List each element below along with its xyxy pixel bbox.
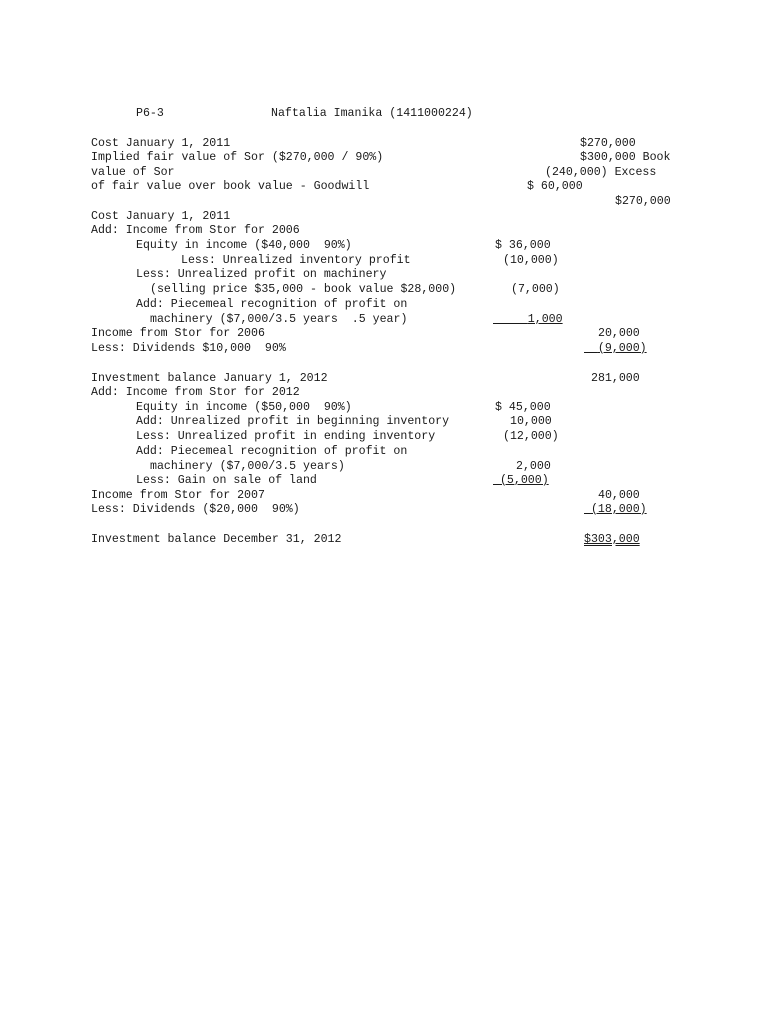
s3-line-1: Investment balance January 1, 2012 [91, 372, 328, 385]
s2-line-4: Less: Unrealized inventory profit [181, 254, 411, 267]
s3-amount-4: 10,000 [510, 415, 552, 428]
s1-amount-5: $270,000 [615, 195, 671, 208]
s3-line-11: Investment balance December 31, 2012 [91, 533, 342, 546]
s3-line-9: Income from Stor for 2007 [91, 489, 265, 502]
s3-amount-5: (12,000) [503, 430, 559, 443]
s2-line-9: Income from Stor for 2006 [91, 327, 265, 340]
s1-amount-3: (240,000) Excess [545, 166, 657, 179]
s3-amount-11: $303,000 [584, 533, 640, 546]
s2-line-2: Add: Income from Stor for 2006 [91, 224, 300, 237]
s3-amount-9: 40,000 [598, 489, 640, 502]
s3-line-8: Less: Gain on sale of land [136, 474, 317, 487]
s1-line-2: Implied fair value of Sor ($270,000 / 90%) [91, 151, 384, 164]
s3-line-2: Add: Income from Stor for 2012 [91, 386, 300, 399]
s2-line-8: machinery ($7,000/3.5 years .5 year) [150, 313, 408, 326]
s2-amount-8: 1,000 [527, 313, 563, 326]
s3-line-7: machinery ($7,000/3.5 years) [150, 460, 345, 473]
s1-line-1: Cost January 1, 2011 [91, 137, 231, 150]
s2-amount-9: 20,000 [598, 327, 640, 340]
s3-line-4: Add: Unrealized profit in beginning inventory [136, 415, 450, 428]
s3-amount-10: (18,000) [590, 503, 647, 516]
s3-line-5: Less: Unrealized profit in ending inventory [136, 430, 436, 443]
s3-line-3: Equity in income ($50,000 90%) [136, 401, 352, 414]
s1-amount-2: $300,000 Book [580, 151, 671, 164]
s3-amount-1: 281,000 [591, 372, 640, 385]
s2-line-10: Less: Dividends $10,000 90% [91, 342, 286, 355]
s2-amount-4: (10,000) [503, 254, 559, 267]
s2-line-5: Less: Unrealized profit on machinery [136, 268, 387, 281]
s3-amount-7: 2,000 [516, 460, 551, 473]
s2-amount-6: (7,000) [511, 283, 560, 296]
problem-number: P6-3 [136, 107, 164, 120]
s3-line-6: Add: Piecemeal recognition of profit on [136, 445, 408, 458]
s2-amount-10: (9,000) [597, 342, 647, 355]
s3-amount-8: (5,000) [499, 474, 549, 487]
s2-line-1: Cost January 1, 2011 [91, 210, 231, 223]
s1-line-4: of fair value over book value - Goodwill [91, 180, 370, 193]
s2-amount-3: $ 36,000 [495, 239, 551, 252]
s1-amount-1: $270,000 [580, 137, 636, 150]
s3-amount-3: $ 45,000 [495, 401, 551, 414]
s1-line-3: value of Sor [91, 166, 175, 179]
s1-amount-4: $ 60,000 [527, 180, 583, 193]
author-line: Naftalia Imanika (1411000224) [271, 107, 473, 120]
s3-line-10: Less: Dividends ($20,000 90%) [91, 503, 300, 516]
s2-line-3: Equity in income ($40,000 90%) [136, 239, 352, 252]
s2-line-7: Add: Piecemeal recognition of profit on [136, 298, 408, 311]
s2-line-6: (selling price $35,000 - book value $28,000) [150, 283, 457, 296]
